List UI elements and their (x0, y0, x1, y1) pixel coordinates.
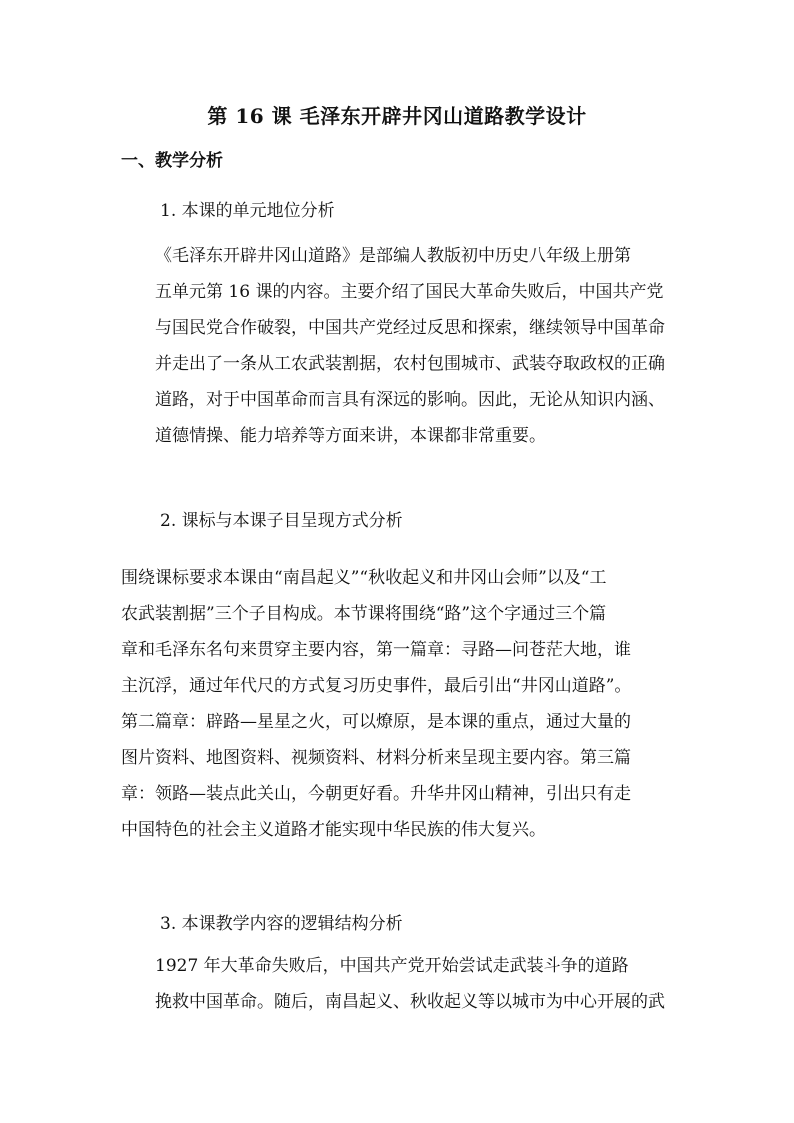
paragraph-line: 五单元第 16 课的内容。主要介绍了国民大革命失败后，中国共产党 (155, 282, 664, 302)
paragraph-line: 道德情操、能力培养等方面来讲，本课都非常重要。 (155, 426, 546, 446)
paragraph-line: 主沉浮，通过年代尺的方式复习历史事件，最后引出“井冈山道路”。 (121, 676, 632, 696)
paragraph-line: 1927 年大革命失败后，中国共产党开始尝试走武装斗争的道路 (155, 956, 629, 976)
paragraph-curriculum-standard (121, 560, 687, 848)
subsection-heading-logic-structure: 3. 本课教学内容的逻辑结构分析 (160, 914, 403, 934)
paragraph-line: 农武装割据”三个子目构成。本节课将围绕“路”这个字通过三个篇 (121, 604, 607, 624)
paragraph-line: 《毛泽东开辟井冈山道路》是部编人教版初中历史八年级上册第 (155, 246, 631, 266)
paragraph-line: 中国特色的社会主义道路才能实现中华民族的伟大复兴。 (121, 820, 546, 840)
paragraph-line: 道路，对于中国革命而言具有深远的影响。因此，无论从知识内涵、 (155, 390, 665, 410)
paragraph-line: 并走出了一条从工农武装割据，农村包围城市、武装夺取政权的正确 (155, 354, 665, 374)
paragraph-line: 图片资料、地图资料、视频资料、材料分析来呈现主要内容。第三篇 (121, 748, 631, 768)
paragraph-line: 第二篇章：辟路—星星之火，可以燎原，是本课的重点，通过大量的 (121, 712, 631, 732)
paragraph-unit-position (121, 238, 687, 454)
paragraph-line: 与国民党合作破裂，中国共产党经过反思和探索，继续领导中国革命 (155, 318, 665, 338)
paragraph-logic-structure (121, 948, 687, 1020)
subsection-heading-curriculum-standard: 2. 课标与本课子目呈现方式分析 (160, 511, 403, 531)
section-heading-teaching-analysis: 一、教学分析 (121, 151, 223, 171)
paragraph-line: 章和毛泽东名句来贯穿主要内容，第一篇章：寻路—问苍茫大地，谁 (121, 640, 631, 660)
paragraph-line: 章：领路—装点此关山，今朝更好看。升华井冈山精神，引出只有走 (121, 784, 631, 804)
paragraph-line: 挽救中国革命。随后，南昌起义、秋收起义等以城市为中心开展的武 (155, 992, 665, 1012)
document-title: 第 16 课 毛泽东开辟井冈山道路教学设计 (207, 104, 587, 128)
paragraph-line: 围绕课标要求本课由“南昌起义”“秋收起义和井冈山会师”以及“工 (121, 568, 607, 588)
subsection-heading-unit-position: 1. 本课的单元地位分析 (160, 201, 335, 221)
